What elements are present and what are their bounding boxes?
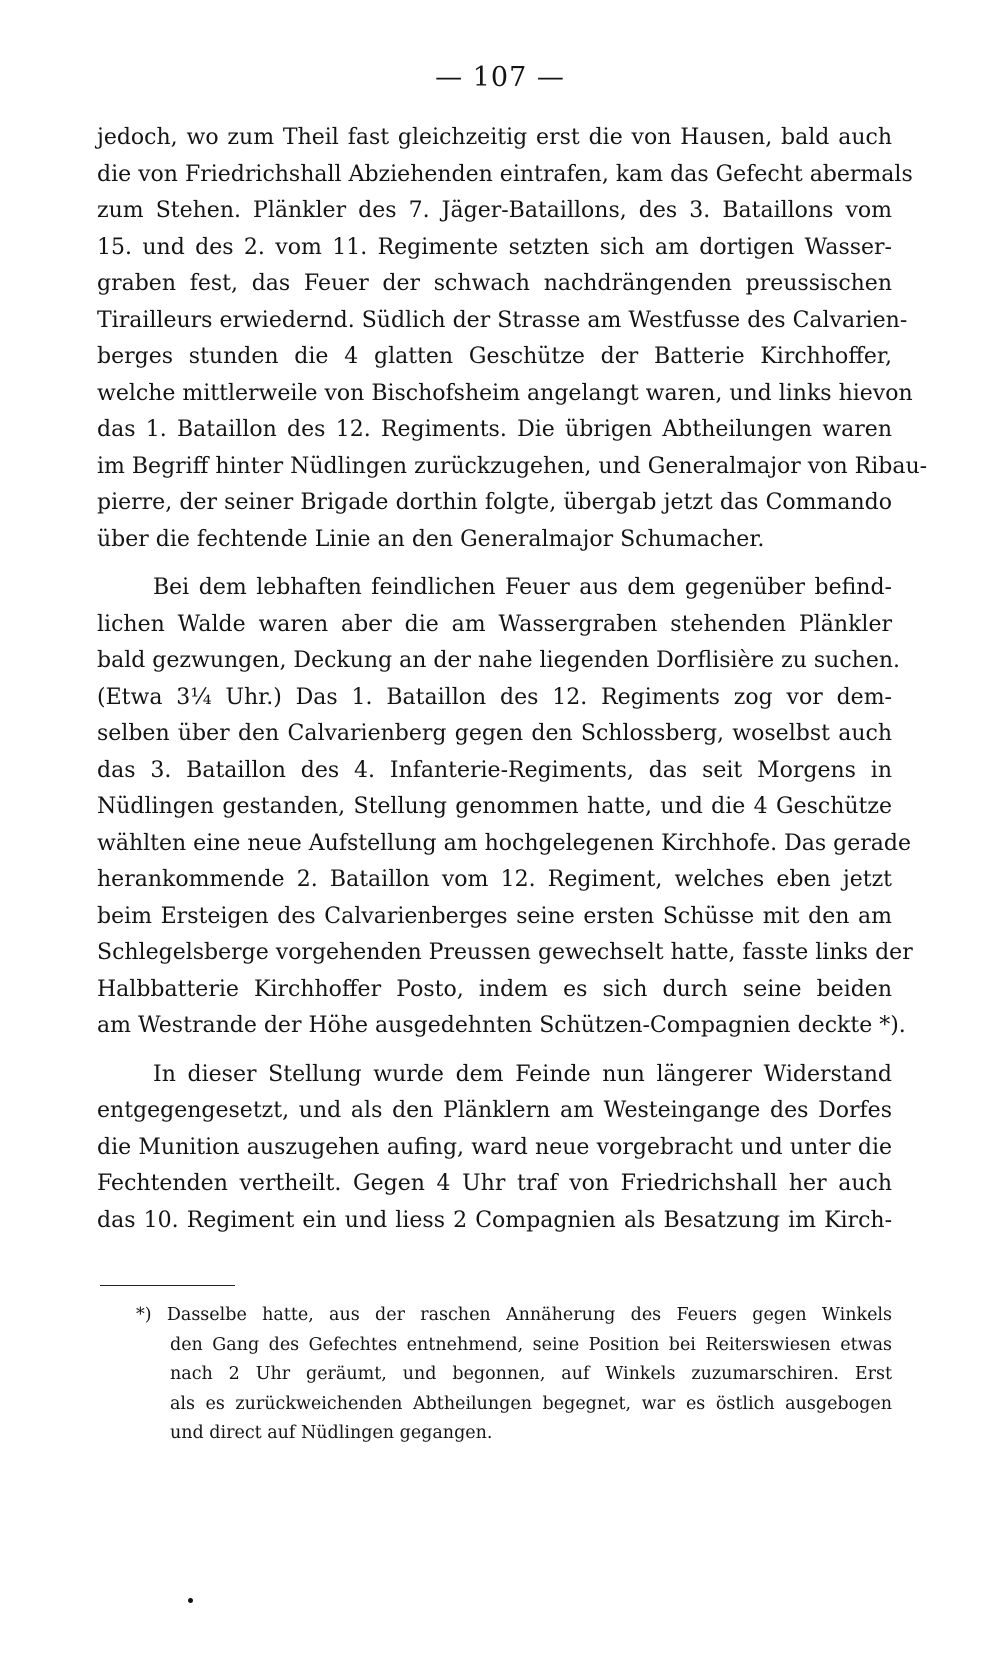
- text-line: herankommende 2. Bataillon vom 12. Regiment, welches eben jetzt: [97, 867, 892, 892]
- text-line: im Begriff hinter Nüdlingen zurückzugehen, und Generalmajor von Ribau-: [97, 453, 928, 479]
- text-line: 15. und des 2. vom 11. Regimente setzten sich am dortigen Wasser-: [97, 234, 892, 260]
- text-line: selben über den Calvarienberg gegen den Schlossberg, woselbst auch: [97, 721, 892, 746]
- text-line: welche mittlerweile von Bischofsheim angelangt waren, und links hievon: [97, 380, 913, 406]
- footnote-line: als es zurückweichenden Abtheilungen begegnet, war es östlich ausgebogen: [170, 1393, 892, 1414]
- text-line: zum Stehen. Plänkler des 7. Jäger-Bataillons, des 3. Bataillons vom: [97, 198, 892, 223]
- text-line: entgegengesetzt, und als den Plänklern am Westeingange des Dorfes: [97, 1098, 892, 1123]
- footnote-line: den Gang des Gefechtes entnehmend, seine Position bei Reiterswiesen etwas: [170, 1334, 892, 1355]
- text-line: graben fest, das Feuer der schwach nachdrängenden preussischen: [97, 271, 892, 296]
- text-line: Fechtenden vertheilt. Gegen 4 Uhr traf von Friedrichshall her auch: [97, 1171, 892, 1196]
- ink-speck: [188, 1598, 193, 1603]
- text-line: jedoch, wo zum Theil fast gleichzeitig erst die von Hausen, bald auch: [97, 125, 892, 150]
- text-line: (Etwa 3¼ Uhr.) Das 1. Bataillon des 12. Regiments zog vor dem-: [97, 684, 892, 710]
- text-line: In dieser Stellung wurde dem Feinde nun längerer Widerstand: [153, 1061, 892, 1087]
- footnote: [136, 1301, 892, 1449]
- text-line: am Westrande der Höhe ausgedehnten Schützen-Compagnien deckte *).: [97, 1013, 906, 1038]
- text-line: das 1. Bataillon des 12. Regiments. Die übrigen Abtheilungen waren: [97, 417, 892, 442]
- footnote-line: und direct auf Nüdlingen gegangen.: [170, 1423, 493, 1443]
- text-line: die Munition auszugehen aufing, ward neue vorgebracht und unter die: [97, 1134, 892, 1160]
- footnote-line: *) Dasselbe hatte, aus der raschen Annäherung des Feuers gegen Winkels: [136, 1305, 892, 1325]
- footnote-divider: [100, 1285, 235, 1286]
- text-line: bald gezwungen, Deckung an der nahe liegenden Dorflisière zu suchen.: [97, 648, 901, 673]
- text-line: lichen Walde waren aber die am Wassergraben stehenden Plänkler: [97, 611, 892, 637]
- paragraph-3: [97, 1057, 892, 1240]
- text-line: beim Ersteigen des Calvarienberges seine ersten Schüsse mit den am: [97, 903, 892, 929]
- text-line: über die fechtende Linie an den Generalmajor Schumacher.: [97, 526, 765, 552]
- paragraph-1: [97, 120, 928, 558]
- text-line: Nüdlingen gestanden, Stellung genommen hatte, und die 4 Geschütze: [97, 794, 892, 819]
- body-text: [97, 120, 928, 1239]
- footnote-line: nach 2 Uhr geräumt, und begonnen, auf Winkels zuzumarschiren. Erst: [170, 1364, 892, 1384]
- text-line: das 10. Regiment ein und liess 2 Compagnien als Besatzung im Kirch-: [97, 1207, 892, 1233]
- text-line: Halbbatterie Kirchhoffer Posto, indem es sich durch seine beiden: [97, 976, 892, 1002]
- text-line: pierre, der seiner Brigade dorthin folgte, übergab jetzt das Commando: [97, 490, 892, 515]
- text-line: wählten eine neue Aufstellung am hochgelegenen Kirchhofe. Das gerade: [97, 830, 912, 856]
- paragraph-2: [97, 570, 913, 1045]
- text-line: Schlegelsberge vorgehenden Preussen gewechselt hatte, fasste links der: [97, 940, 913, 965]
- page-number: — 107 —: [435, 62, 565, 93]
- text-line: die von Friedrichshall Abziehenden eintrafen, kam das Gefecht abermals: [97, 161, 913, 187]
- text-line: Bei dem lebhaften feindlichen Feuer aus dem gegenüber befind-: [153, 575, 892, 600]
- text-line: das 3. Bataillon des 4. Infanterie-Regiments, das seit Morgens in: [97, 757, 892, 783]
- text-line: Tirailleurs erwiedernd. Südlich der Strasse am Westfusse des Calvarien-: [97, 307, 908, 333]
- text-line: berges stunden die 4 glatten Geschütze der Batterie Kirchhoffer,: [97, 344, 892, 369]
